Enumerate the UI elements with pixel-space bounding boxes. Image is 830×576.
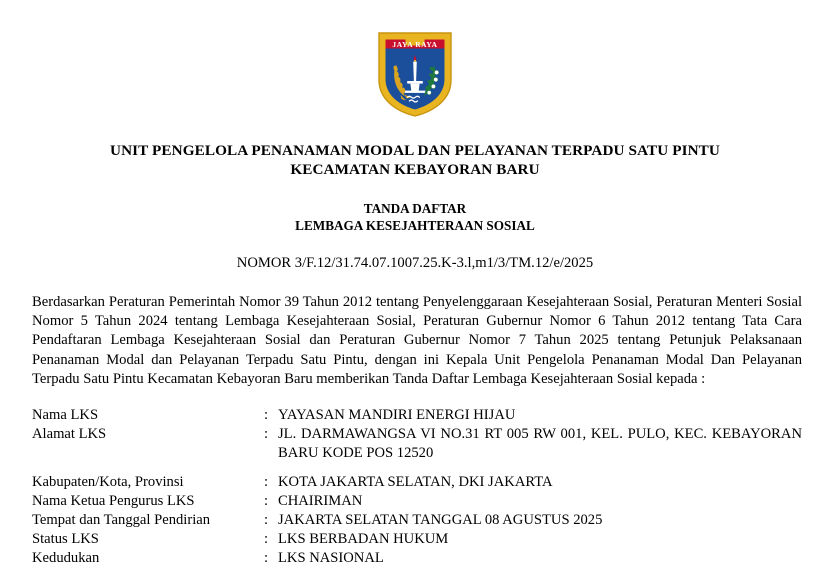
field-separator: :: [264, 426, 269, 443]
field-label: Kedudukan: [32, 550, 100, 567]
table-row: [32, 464, 802, 492]
field-separator: :: [264, 512, 269, 529]
emblem-container: [0, 0, 830, 121]
field-value: LKS NASIONAL: [278, 550, 384, 567]
document-type-heading: [0, 200, 830, 234]
svg-text:JAYA RAYA: JAYA RAYA: [392, 40, 438, 49]
document-type-line-2: LEMBAGA KESEJAHTERAAN SOSIAL: [295, 218, 535, 233]
table-row: [32, 511, 802, 530]
org-title-line-1: UNIT PENGELOLA PENANAMAN MODAL DAN PELAYANAN TERPADU SATU PINTU: [110, 142, 720, 159]
document-number: NOMOR 3/F.12/31.74.07.1007.25.K-3.l,m1/3/TM.12/e/2025: [236, 255, 594, 271]
field-separator: :: [264, 473, 269, 490]
table-row: [32, 530, 802, 549]
field-separator: :: [264, 407, 269, 424]
registration-details-table: [32, 406, 802, 569]
field-value: JL. DARMAWANGSA VI NO.31 RT 005 RW 001, KEL. PULO, KEC. KEBAYORAN BARU KODE POS 12520: [278, 426, 802, 462]
table-row: [32, 492, 802, 511]
field-value: KOTA JAKARTA SELATAN, DKI JAKARTA: [278, 473, 553, 490]
table-row: [32, 549, 802, 568]
field-value: YAYASAN MANDIRI ENERGI HIJAU: [278, 407, 516, 424]
field-value: JAKARTA SELATAN TANGGAL 08 AGUSTUS 2025: [278, 512, 603, 529]
field-separator: :: [264, 550, 269, 567]
table-row: [32, 406, 802, 425]
field-value: LKS BERBADAN HUKUM: [278, 531, 449, 548]
org-title: [0, 141, 830, 179]
table-row: [32, 425, 802, 463]
field-label: Tempat dan Tanggal Pendirian: [32, 512, 211, 529]
field-separator: :: [264, 531, 269, 548]
field-label: Kabupaten/Kota, Provinsi: [32, 473, 184, 490]
field-label: Nama LKS: [32, 407, 99, 424]
field-separator: :: [264, 492, 269, 509]
document-type-line-1: TANDA DAFTAR: [363, 201, 467, 216]
org-title-line-2: KECAMATAN KEBAYORAN BARU: [290, 161, 540, 178]
preamble-paragraph: Berdasarkan Peraturan Pemerintah Nomor 39 Tahun 2012 tentang Penyelenggaraan Kesejahteraan Sosial, Peraturan Menteri Sosial Nomor 5 Tahun 2024 tentang Lembaga Kesejahteraan Sosial, Peraturan Gubernur Nomor 6 Tahun 2012 tentang Tata Cara Pendaftaran Lembaga Kesejahteraan Sosial dan Peraturan Gubernur Nomor 7 Tahun 2025 tentang Petunjuk Pelaksanaan Penanaman Modal dan Pelayanan Terpadu Satu Pintu, dengan ini Kepala Unit Pengelola Penanaman Modal Dan Pelayanan Terpadu Satu Pintu Kecamatan Kebayoran Baru memberikan Tanda Daftar Lembaga Kesejahteraan Sosial kepada :: [32, 294, 802, 387]
jakarta-coat-of-arms-icon: [374, 28, 456, 121]
field-label: Status LKS: [32, 531, 99, 548]
field-value: CHAIRIMAN: [278, 492, 363, 509]
field-label: Alamat LKS: [32, 426, 107, 443]
field-label: Nama Ketua Pengurus LKS: [32, 492, 195, 509]
